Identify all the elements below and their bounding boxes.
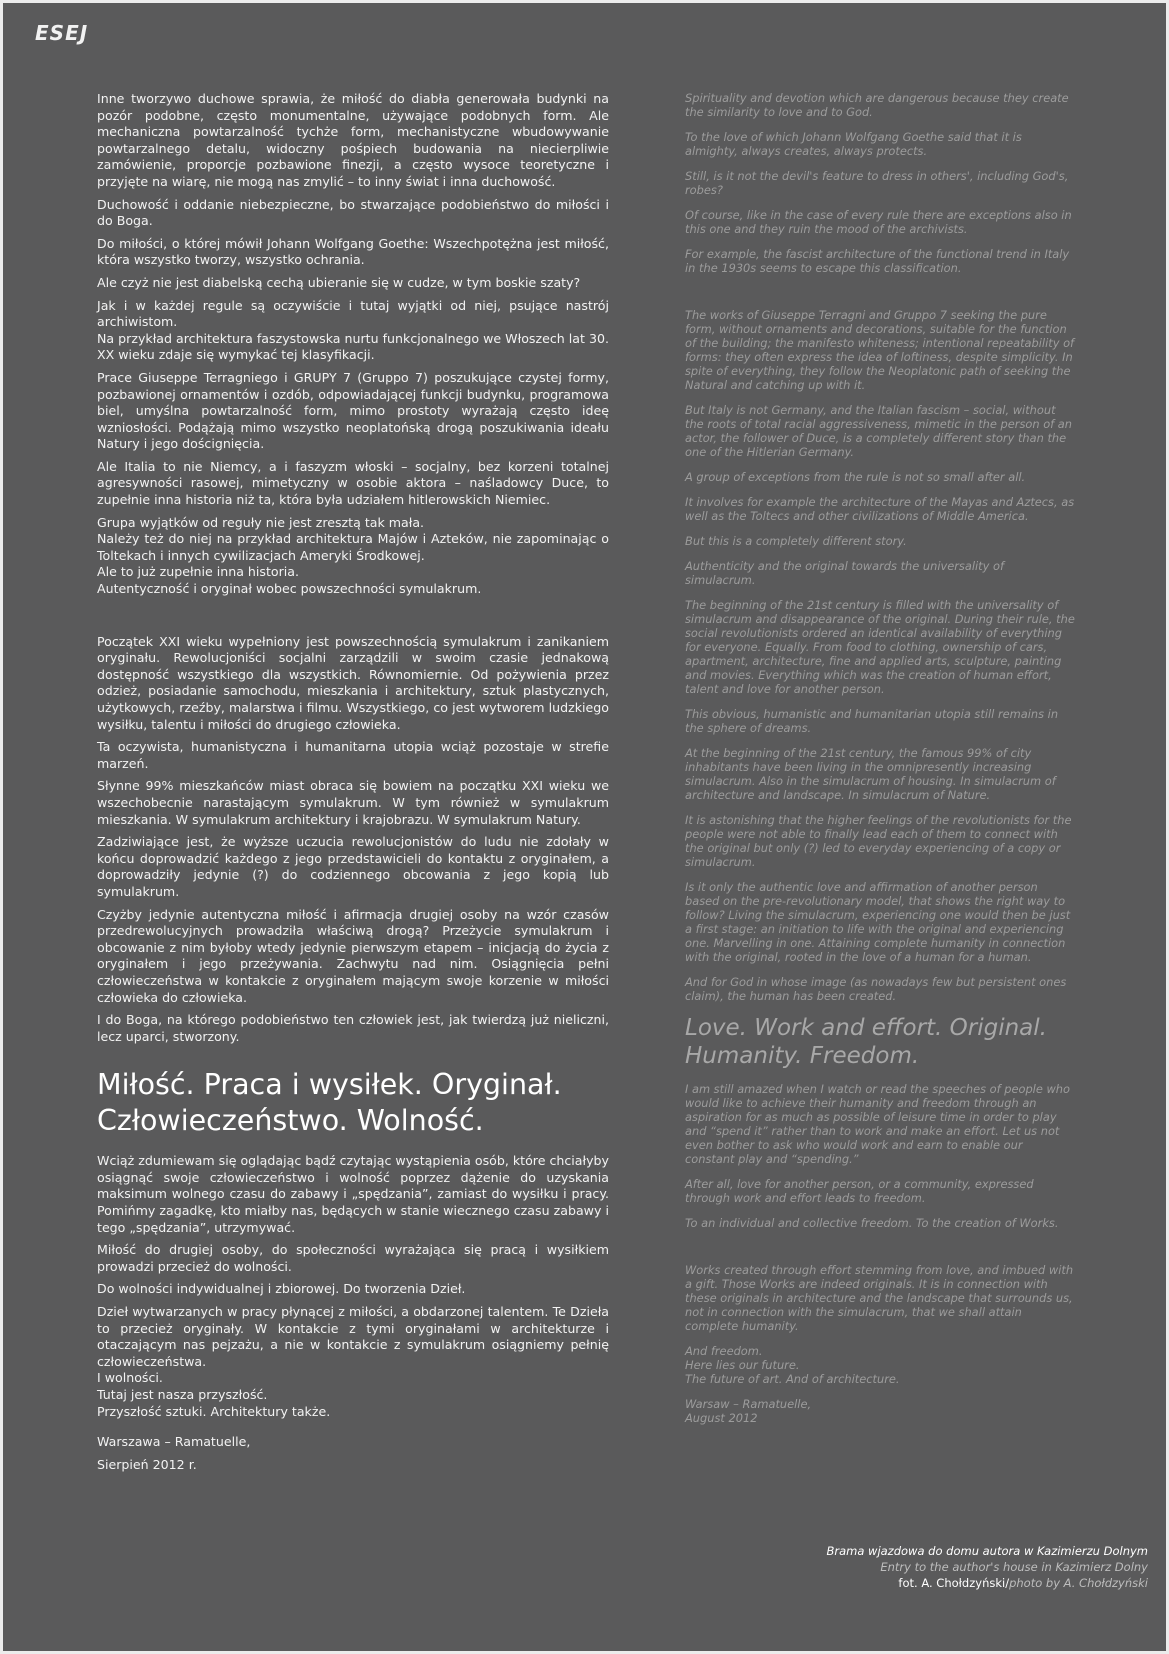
signature-place: Warszawa – Ramatuelle, [97,1434,251,1450]
paragraph: Do wolności indywidualnej i zbiorowej. Do tworzenia Dzieł. [97,1281,466,1297]
signature-en: Warsaw – Ramatuelle, August 2012 [685,1397,812,1425]
section-heading-en: Love. Work and effort. Original. Humanity. Freedom. [685,1015,1047,1069]
paragraph: Jak i w każdej regule są oczywiście i tutaj wyjątki od niej, psujące nastrój archiwistom. Na przykład architektura faszystowska nurtu funkcjonalnego we Włoszech lat 30. XX wieku zdaje się wymykać tej klasyfikacji. [97,297,609,363]
paragraph: Zadziwiające jest, że wyższe uczucia rewolucjonistów do ludu nie zdołały w końcu doprowadzić każdego z jego przedstawicieli do kontaktu z oryginałem, a doprowadziły jedynie (?) do codziennego obcowania z jego kopią lub symulakrum. [97,834,609,899]
caption-polish: Brama wjazdowa do domu autora w Kazimierzu Dolnym [826,1544,1148,1558]
section-heading: Miłość. Praca i wysiłek. Oryginał. Człowieczeństwo. Wolność. [97,1068,562,1138]
paragraph-en: But Italy is not Germany, and the Italian fascism – social, without the roots of total racial aggressiveness, mimetic in the person of an actor, the follower of Duce, is a completely different story than the one of the Hitlerian Germany. [685,403,1072,459]
paragraph: Dzieł wytwarzanych w pracy płynącej z miłości, a obdarzonej talentem. Te Dzieła to przecież oryginały. W kontakcie z tymi oryginałami w architekturze i otaczającym nas pejzażu, a nie w kontakcie z symulakrum osiągniemy pełnię człowieczeństwa. I wolności. Tutaj jest nasza przyszłość. Przyszłość sztuki. Architektury także. [97,1304,609,1419]
section-tag: ESEJ [35,21,89,45]
paragraph: Wciąż zdumiewam się oglądając bądź czytając wystąpienia osób, które chciałyby osiągnąć swoje człowieczeństwo i wolność poprzez dążenie do uzyskania maksimum wolnego czasu do zabawy i „spędzania”, zamiast do wysiłku i pracy. Pomińmy zagadkę, kto miałby nas, będących w stanie wiecznego czasu zabawy i tego „spędzania”, utrzymywać. [97,1153,609,1235]
paragraph: Prace Giuseppe Terragniego i GRUPY 7 (Gruppo 7) poszukujące czystej formy, pozbawionej ornamentów i ozdób, odpowiadającej funkcji budynku, programowa biel, umyślna powtarzalność form, mimo prostoty wyrażają często ideę wzniosłości. Podążają mimo wszystko neoplatońską drogą poszukiwania ideału Natury i jego doścignięcia. [97,369,609,452]
paragraph-en: It is astonishing that the higher feelings of the revolutionists for the people were not able to finally lead each of them to connect with the original but only (?) led to everyday experiencing of a copy or simulacrum. [685,813,1072,869]
photo-credit [818,1575,1148,1591]
paragraph: Do miłości, o której mówił Johann Wolfgang Goethe: Wszechpotężna jest miłość, która wszystko tworzy, wszystko ochrania. [97,235,609,268]
paragraph-en: To the love of which Johann Wolfgang Goethe said that it is almighty, always creates, always protects. [685,130,1022,158]
credit-english: photo by A. Chołdzyński [1009,1576,1148,1590]
paragraph-en: The works of Giuseppe Terragni and Gruppo 7 seeking the pure form, without ornaments and decorations, suitable for the function of the building; the manifesto whiteness; intentional repeatability of forms: they often express the idea of loftiness, despite simplicity. In spite of everything, they follow the Neoplatonic path of seeking the Natural and catching up with it. [685,308,1075,392]
paragraph-en: This obvious, humanistic and humanitarian utopia still remains in the sphere of dreams. [685,707,1059,735]
paragraph: Początek XXI wieku wypełniony jest powszechnością symulakrum i zanikaniem oryginału. Rewolucjoniści socjalni zarządzili w swoim czasie jednakową dostępność wszystkiego dla wszystkich. Równomiernie. Od pożywienia przez odzież, posiadanie samochodu, mieszkania i architektury, sztuk plastycznych, użytkowych, rzeźby, malarstwa i filmu. Wszystkiego, co jest wytworem ludzkiego wysiłku, talentu i miłości do drugiego człowieka. [97,633,609,732]
paragraph-en: But this is a completely different story. [685,534,907,548]
paragraph: Duchowość i oddanie niebezpieczne, bo stwarzające podobieństwo do miłości i do Boga. [97,196,609,229]
credit-polish: fot. A. Chołdzyński/ [898,1576,1010,1590]
paragraph-en: And for God in whose image (as nowadays few but persistent ones claim), the human has been created. [685,975,1067,1003]
english-column [685,91,1075,1436]
paragraph-en: For example, the fascist architecture of the functional trend in Italy in the 1930s seems to escape this classification. [685,247,1070,275]
paragraph: Słynne 99% mieszkańców miast obraca się bowiem na początku XXI wieku we wszechobecnie narastającym symulakrum. W tym również w symulakrum mieszkania. W symulakrum architektury i krajobrazu. W symulakrum Natury. [97,778,609,827]
paragraph-en: Works created through effort stemming from love, and imbued with a gift. Those Works are indeed originals. It is in connection with these originals in architecture and the landscape that surrounds us, not in connection with the simulacrum, that we shall attain complete humanity. [685,1263,1074,1333]
paragraph-en: The beginning of the 21st century is filled with the universality of simulacrum and disappearance of the original. During their rule, the social revolutionists ordered an identical availability of everything for everyone. Equally. From food to clothing, ownership of cars, apartment, architecture, fine and applied arts, sculpture, painting and movies. Everything which was the creation of human effort, talent and love for another person. [685,598,1075,696]
paragraph: Grupa wyjątków od reguły nie jest zresztą tak mała. Należy też do niej na przykład architektura Majów i Azteków, nie zapominając o Toltekach i innych cywilizacjach Ameryki Środkowej. Ale to już zupełnie inna historia. Autentyczność i oryginał wobec powszechności symulakrum. [97,514,609,597]
paragraph: Ale Italia to nie Niemcy, a i faszyzm włoski – socjalny, bez korzeni totalnej agresywności rasowej, mimetyczny w osobie aktora – naśladowcy Duce, to zupełnie inna historia niż ta, która była udziałem hitlerowskich Niemiec. [97,458,609,508]
paragraph-en: Still, is it not the devil's feature to dress in others', including God's, robes? [685,169,1069,197]
signature-date: Sierpień 2012 r. [97,1456,197,1472]
paragraph-en: It involves for example the architecture of the Mayas and Aztecs, as well as the Toltecs and other civilizations of Middle America. [685,495,1075,523]
paragraph-en: And freedom. Here lies our future. The future of art. And of architecture. [685,1344,900,1386]
magazine-page [3,3,1166,1651]
paragraph: Ale czyż nie jest diabelską cechą ubieranie się w cudze, w tym boskie szaty? [97,274,581,290]
paragraph-en: Is it only the authentic love and affirmation of another person based on the pre-revolutionary model, that shows the right way to follow? Living the simulacrum, experiencing one would then be just a first stage: an initiation to life with the original and experiencing one. Marvelling in one. Attaining complete humanity in connection with the original, rooted in the love of a human for a human. [685,880,1071,964]
paragraph-en: Spirituality and devotion which are dangerous because they create the similarity to love and to God. [685,91,1069,119]
paragraph: Ta oczywista, humanistyczna i humanitarna utopia wciąż pozostaje w strefie marzeń. [97,739,609,771]
paragraph-en: At the beginning of the 21st century, the famous 99% of city inhabitants have been living in the omnipresently increasing simulacrum. Also in the simulacrum of housing. In simulacrum of architecture and landscape. In simulacrum of Nature. [685,746,1056,802]
paragraph: Miłość do drugiej osoby, do społeczności wyrażająca się pracą i wysiłkiem prowadzi przecież do wolności. [97,1242,609,1274]
photo-caption [818,1543,1148,1591]
paragraph: I do Boga, na którego podobieństwo ten człowiek jest, jak twierdzą już nieliczni, lecz uparci, stworzony. [97,1012,609,1044]
paragraph-en: Authenticity and the original towards the universality of simulacrum. [685,559,1004,587]
paragraph: Inne tworzywo duchowe sprawia, że miłość do diabła generowała budynki na pozór podobne, często monumentalne, używające podobnych form. Ale mechaniczna powtarzalność tychże form, mechanistyczne wbudowywanie powtarzalnego detalu, widoczny pośpiech budowania na niecierpliwie zamówienie, proporcje pozbawione finezji, a często wysoce teoretyczne i przyjęte na wiarę, nie mogą nas zmylić – to inny świat i inna duchowość. [97,91,609,189]
caption-english: Entry to the author's house in Kazimierz Dolny [880,1560,1148,1574]
paragraph-en: I am still amazed when I watch or read the speeches of people who would like to achieve their humanity and freedom through an aspiration for as much as possible of leisure time in order to play and “spend it” rather than to work and make an effort. Let us not even bother to ask who would work and earn to enable our constant play and “spending.” [685,1082,1070,1166]
paragraph-en: Of course, like in the case of every rule there are exceptions also in this one and they ruin the mood of the archivists. [685,208,1072,236]
paragraph-en: To an individual and collective freedom. To the creation of Works. [685,1216,1059,1230]
polish-column [97,91,609,1479]
paragraph-en: After all, love for another person, or a community, expressed through work and effort leads to freedom. [685,1177,1034,1205]
paragraph-en: A group of exceptions from the rule is not so small after all. [685,470,1026,484]
paragraph: Czyżby jedynie autentyczna miłość i afirmacja drugiej osoby na wzór czasów przedrewolucyjnych prowadziła właściwą drogą? Przeżycie symulakrum i obcowanie z nim byłoby wtedy jedynie pierwszym etapem – inicjacją do życia z oryginałem i jego przeżywania. Zachwytu nad nim. Osiągnięcia pełni człowieczeństwa w kontakcie z oryginałem mającym swoje korzenie w miłości człowieka do człowieka. [97,906,609,1005]
